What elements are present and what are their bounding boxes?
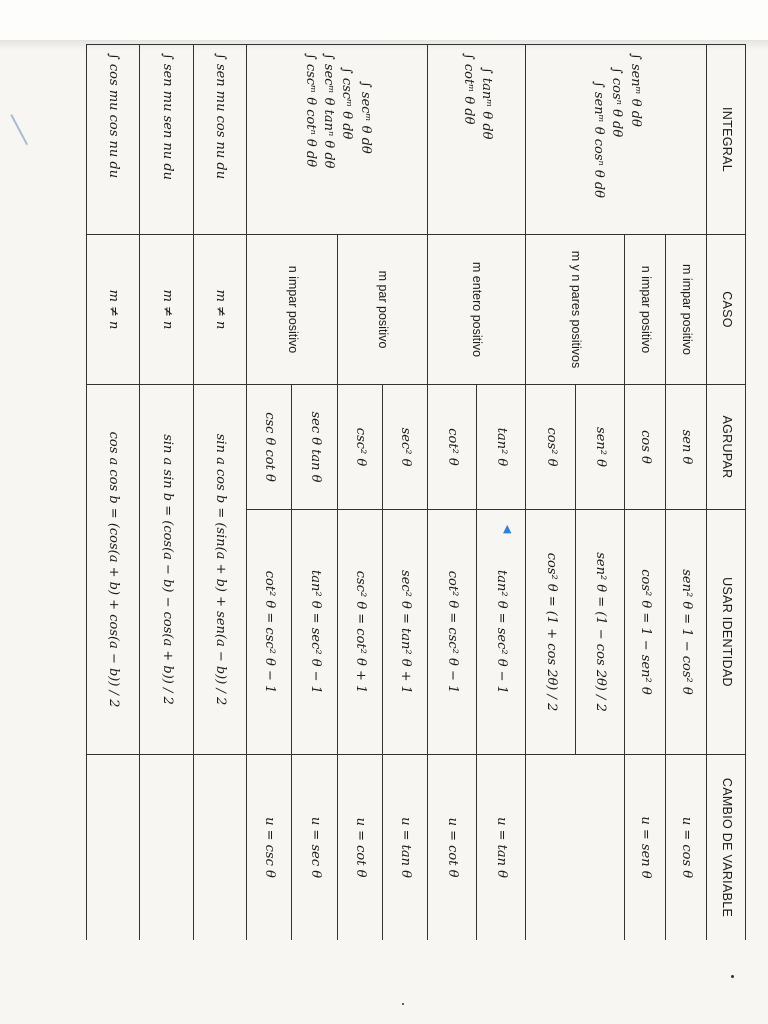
table-header-row bbox=[707, 45, 746, 941]
identidad-cell: sen² θ = (1 − cos 2θ) / 2 bbox=[575, 510, 624, 755]
agrupar-cell: csc² θ bbox=[337, 385, 382, 510]
cambio-variable-cell: u = csc θ bbox=[247, 755, 292, 941]
table-row bbox=[382, 45, 427, 941]
caso-cell: n impar positivo bbox=[247, 235, 337, 385]
integral-expression: ∫ cosⁿ θ dθ bbox=[609, 67, 625, 138]
integral-expression: ∫ cscᵐ θ dθ bbox=[339, 67, 355, 140]
identidad-cell: cos² θ = 1 − sen² θ bbox=[624, 510, 665, 755]
cambio-variable-cell: u = cot θ bbox=[427, 755, 476, 941]
agrupar-cell: tan² θ bbox=[477, 385, 526, 510]
agrupar-cell: cos² θ bbox=[526, 385, 575, 510]
integral-expression: ∫ secᵐ θ dθ bbox=[357, 81, 373, 154]
cambio-variable-cell-empty bbox=[140, 755, 193, 941]
identidad-cell: sen² θ = 1 − cos² θ bbox=[665, 510, 706, 755]
agrupar-identity-cell: sin a sin b = (cos(a − b) − cos(a + b)) / 2 bbox=[140, 385, 193, 755]
caso-cell: m y n pares positivos bbox=[526, 235, 625, 385]
integral-expression: ∫ cotᵐ θ dθ bbox=[460, 53, 476, 125]
header-cambio-de-variable: CAMBIO DE VARIABLE bbox=[707, 755, 746, 941]
rotated-table-frame bbox=[86, 44, 746, 940]
table-row bbox=[140, 45, 193, 941]
agrupar-cell: cos θ bbox=[624, 385, 665, 510]
identidad-cell: tan² θ = sec² θ − 1 bbox=[477, 510, 526, 755]
cambio-variable-cell: u = cot θ bbox=[337, 755, 382, 941]
integral-cell: ∫ sen mu cos nu du bbox=[193, 45, 246, 235]
integral-expression: ∫ senᵐ θ dθ bbox=[627, 53, 643, 127]
agrupar-identity-cell: sin a cos b = (sin(a + b) + sen(a − b)) / 2 bbox=[193, 385, 246, 755]
identidad-cell: sec² θ = tan² θ + 1 bbox=[382, 510, 427, 755]
identidad-cell: cot² θ = csc² θ − 1 bbox=[427, 510, 476, 755]
caso-cell: m ≠ n bbox=[140, 235, 193, 385]
cambio-variable-cell-empty bbox=[193, 755, 246, 941]
caso-cell: m par positivo bbox=[337, 235, 427, 385]
agrupar-identity-cell: cos a cos b = (cos(a + b) + cos(a − b)) / 2 bbox=[87, 385, 140, 755]
cambio-variable-cell-empty bbox=[87, 755, 140, 941]
agrupar-cell: sen² θ bbox=[575, 385, 624, 510]
integral-expression: ∫ cscᵐ θ cotⁿ θ dθ bbox=[302, 53, 318, 168]
integral-cell-sec-csc bbox=[247, 45, 428, 235]
caso-cell: m impar positivo bbox=[665, 235, 706, 385]
caso-cell: m ≠ n bbox=[193, 235, 246, 385]
table-row bbox=[193, 45, 246, 941]
header-usar-identidad: USAR IDENTIDAD bbox=[707, 510, 746, 755]
integral-cell-sen-cos bbox=[526, 45, 707, 235]
header-caso: CASO bbox=[707, 235, 746, 385]
identidad-cell: cot² θ = csc² θ − 1 bbox=[247, 510, 292, 755]
table-row bbox=[477, 45, 526, 941]
cambio-variable-cell: u = sen θ bbox=[624, 755, 665, 941]
integral-cell-tan-cot bbox=[427, 45, 526, 235]
integral-expression: ∫ senᵐ θ cosⁿ θ dθ bbox=[591, 81, 607, 198]
caso-cell: n impar positivo bbox=[624, 235, 665, 385]
speck-mark bbox=[731, 975, 734, 978]
speck-mark bbox=[402, 1003, 404, 1005]
agrupar-cell: sec θ tan θ bbox=[292, 385, 337, 510]
identidad-cell: cos² θ = (1 + cos 2θ) / 2 bbox=[526, 510, 575, 755]
triangle-mark-icon: ▲ bbox=[503, 522, 512, 535]
pen-mark bbox=[10, 113, 30, 145]
identidad-cell: csc² θ = cot² θ + 1 bbox=[337, 510, 382, 755]
integration-table-sheet bbox=[86, 44, 746, 940]
integral-expression: ∫ secᵐ θ tanⁿ θ dθ bbox=[321, 53, 337, 169]
integration-methods-table bbox=[86, 44, 746, 940]
agrupar-cell: sen θ bbox=[665, 385, 706, 510]
identidad-cell: tan² θ = sec² θ − 1 bbox=[292, 510, 337, 755]
cambio-variable-cell bbox=[526, 755, 625, 941]
agrupar-cell: cot² θ bbox=[427, 385, 476, 510]
agrupar-cell: csc θ cot θ bbox=[247, 385, 292, 510]
cambio-variable-cell: u = sec θ bbox=[292, 755, 337, 941]
integral-cell: ∫ sen mu sen nu du bbox=[140, 45, 193, 235]
caso-cell: m entero positivo bbox=[427, 235, 526, 385]
integral-expression: ∫ tanᵐ θ dθ bbox=[478, 67, 494, 140]
caso-cell: m ≠ n bbox=[87, 235, 140, 385]
table-row bbox=[87, 45, 140, 941]
header-agrupar: AGRUPAR bbox=[707, 385, 746, 510]
agrupar-cell: sec² θ bbox=[382, 385, 427, 510]
table-row bbox=[665, 45, 706, 941]
paper-top-edge bbox=[0, 0, 768, 41]
header-integral: INTEGRAL bbox=[707, 45, 746, 235]
cambio-variable-cell: u = tan θ bbox=[477, 755, 526, 941]
integral-cell: ∫ cos mu cos nu du bbox=[87, 45, 140, 235]
cambio-variable-cell: u = tan θ bbox=[382, 755, 427, 941]
cambio-variable-cell: u = cos θ bbox=[665, 755, 706, 941]
